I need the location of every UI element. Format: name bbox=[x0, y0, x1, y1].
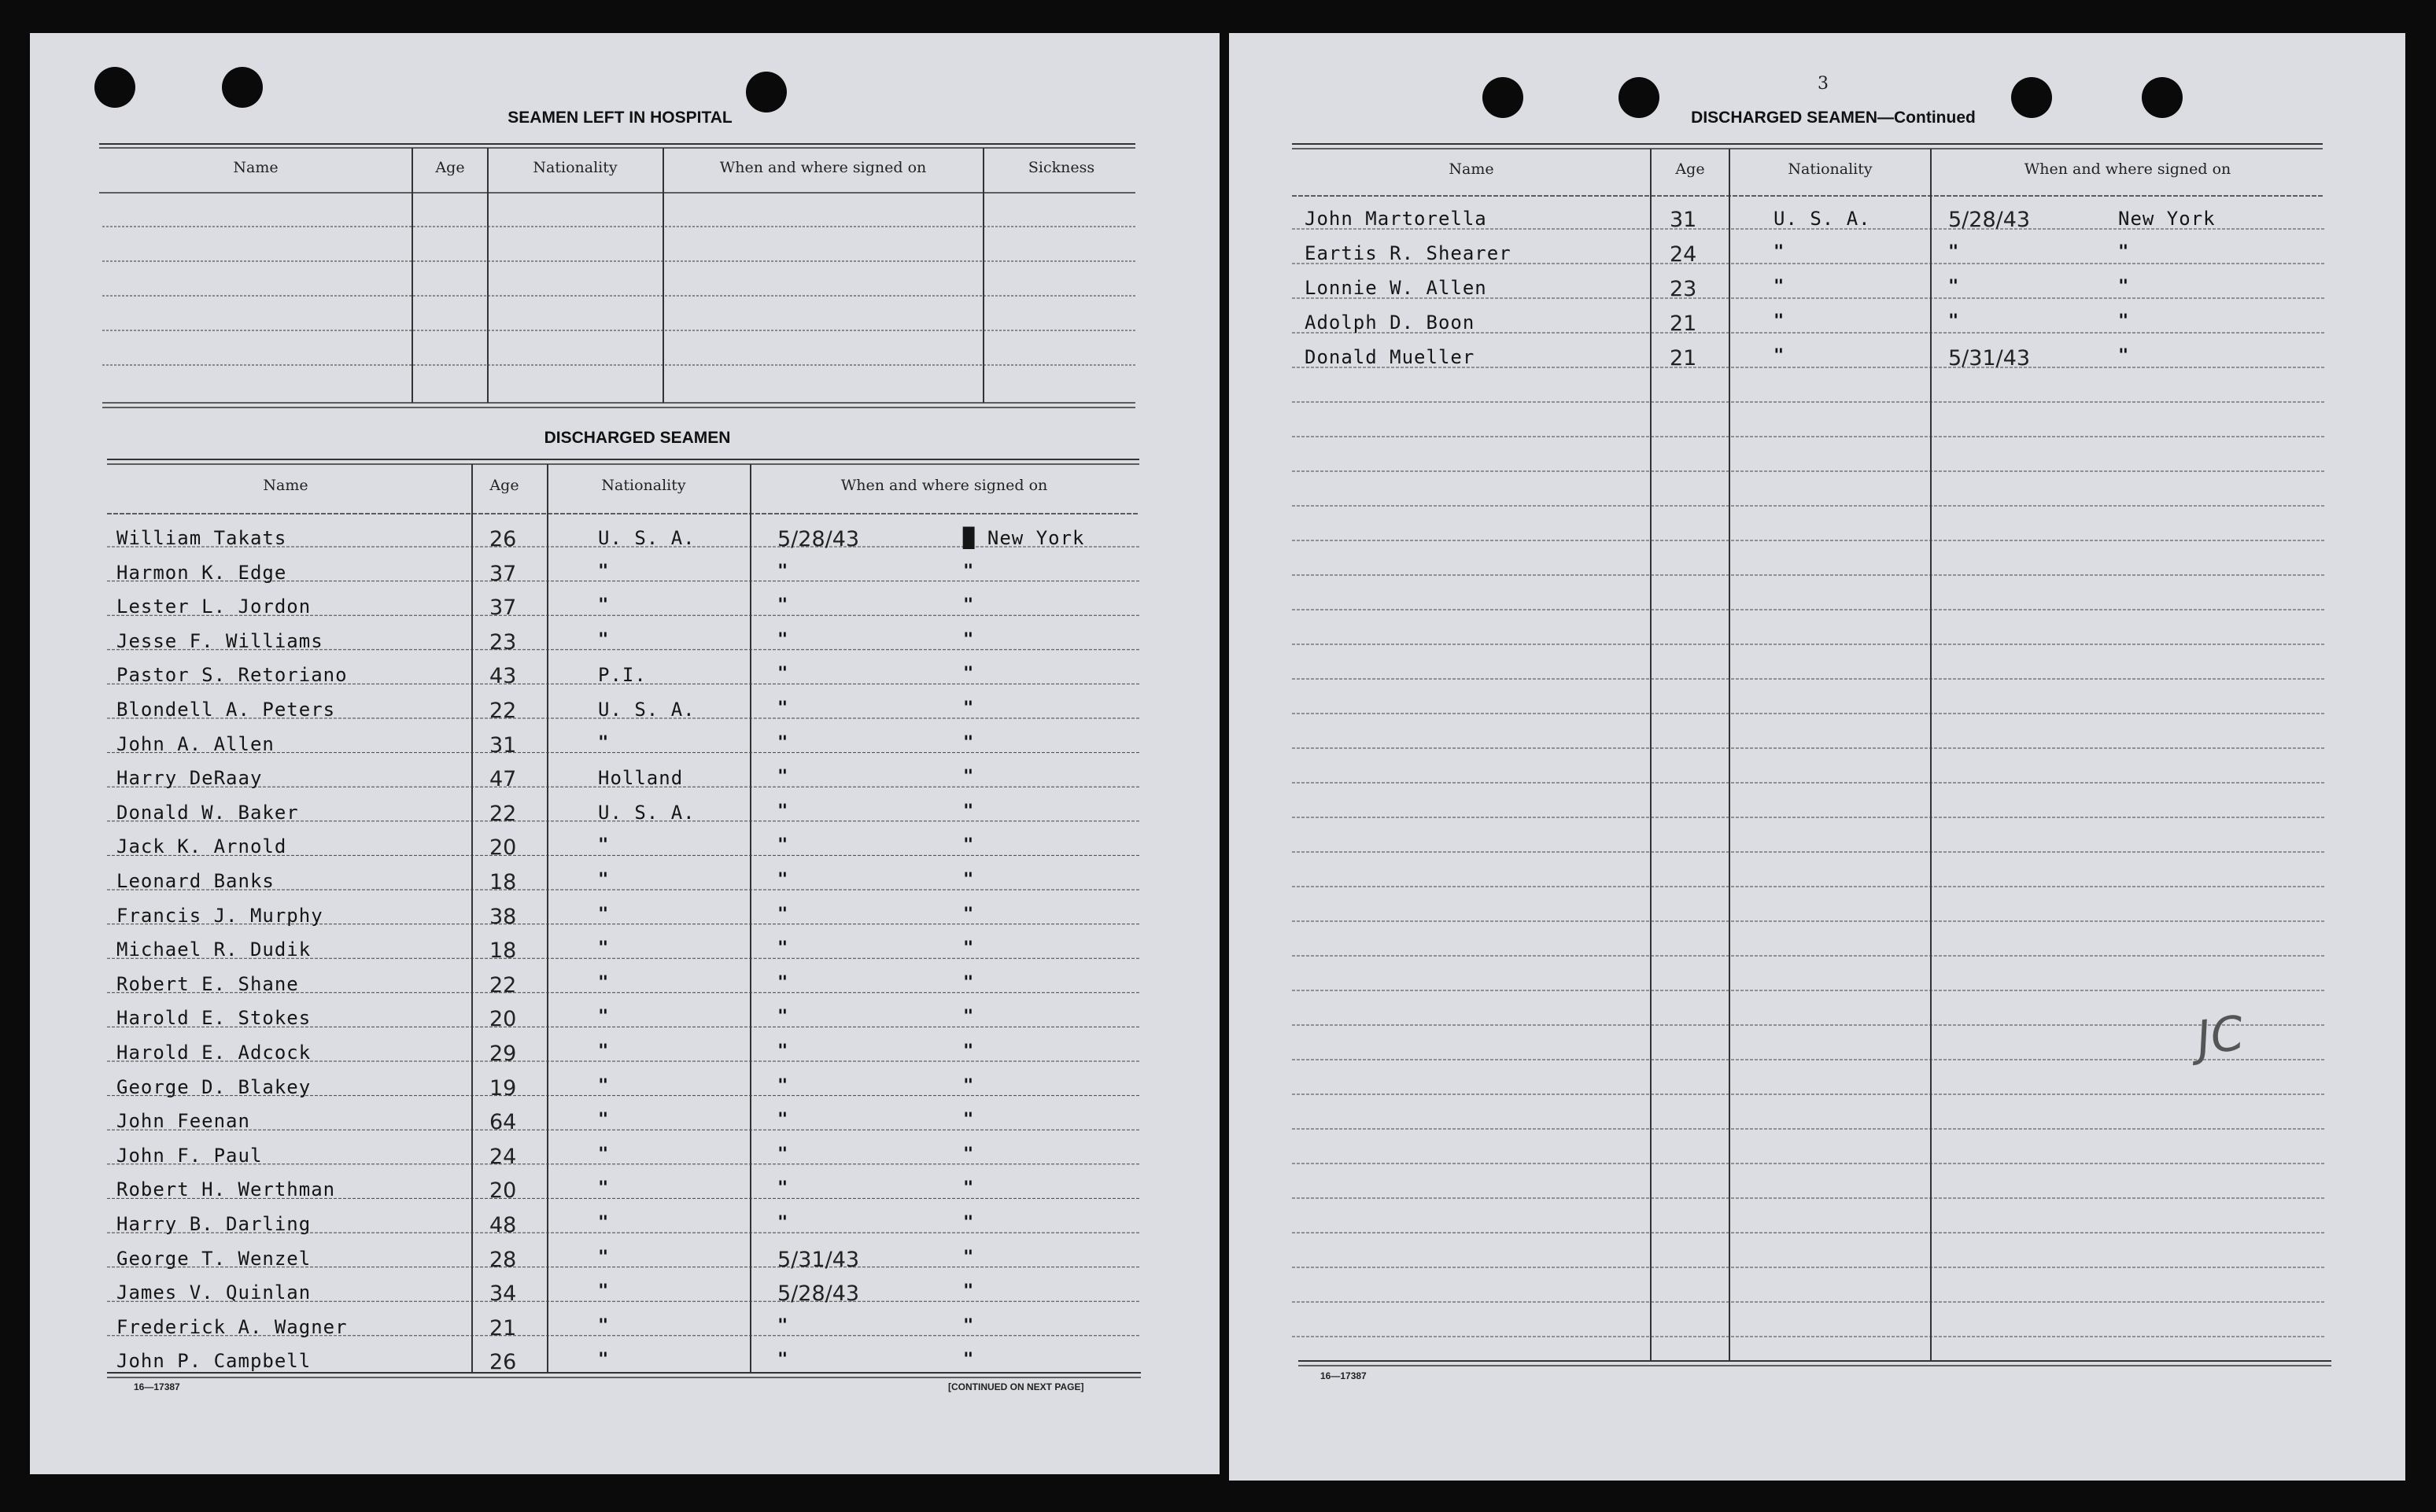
signed-on-date: " bbox=[777, 664, 788, 684]
signed-on-place: " bbox=[963, 1247, 974, 1267]
signed-on-date: " bbox=[777, 767, 788, 787]
signed-on-date: " bbox=[777, 1144, 788, 1164]
seaman-age: 21 bbox=[1670, 346, 1697, 371]
seaman-name: Jack K. Arnold bbox=[116, 835, 287, 858]
seaman-name: John A. Allen bbox=[116, 732, 275, 755]
seaman-name: John Feenan bbox=[116, 1110, 250, 1133]
seaman-nationality: " bbox=[598, 1007, 609, 1027]
signed-on-date: " bbox=[777, 561, 788, 581]
seaman-nationality: " bbox=[598, 561, 609, 581]
seaman-age: 26 bbox=[489, 1350, 517, 1375]
seaman-nationality: U. S. A. bbox=[598, 527, 696, 549]
seaman-age: 23 bbox=[489, 629, 517, 655]
signed-on-place: " bbox=[963, 972, 974, 993]
seaman-nationality: " bbox=[598, 1042, 609, 1061]
seaman-age: 48 bbox=[489, 1213, 517, 1237]
signed-on-date: " bbox=[777, 596, 788, 616]
signed-on-date: " bbox=[777, 732, 788, 753]
signed-on-date: 5/28/43 bbox=[1948, 208, 2031, 232]
seaman-age: 20 bbox=[489, 1007, 517, 1032]
seaman-name: Robert H. Werthman bbox=[116, 1178, 336, 1201]
discharged-col-signed-on: When and where signed on bbox=[840, 477, 1048, 494]
seaman-nationality: " bbox=[598, 972, 609, 993]
signed-on-date: " bbox=[777, 1315, 788, 1336]
seaman-name: John P. Campbell bbox=[116, 1350, 312, 1373]
discharged-col-nationality: Nationality bbox=[601, 477, 686, 494]
seaman-name: Harmon K. Edge bbox=[116, 561, 287, 584]
hospital-col-name: Name bbox=[233, 159, 279, 176]
signed-on-date: " bbox=[777, 870, 788, 890]
signed-on-place: " bbox=[963, 904, 974, 924]
form-number: 16—17387 bbox=[134, 1381, 180, 1392]
discharged-col-age: Age bbox=[489, 477, 519, 494]
seaman-name: Jesse F. Williams bbox=[116, 629, 323, 652]
seaman-name: George D. Blakey bbox=[116, 1075, 312, 1098]
signed-on-place: " bbox=[963, 1075, 974, 1096]
continued-col-nationality: Nationality bbox=[1788, 160, 1873, 178]
seaman-name: William Takats bbox=[116, 527, 287, 549]
seaman-age: 20 bbox=[489, 835, 517, 861]
seaman-age: 47 bbox=[489, 767, 517, 792]
seaman-nationality: " bbox=[598, 732, 609, 753]
seaman-age: 21 bbox=[1670, 312, 1697, 336]
signed-on-date: " bbox=[777, 972, 788, 993]
hospital-col-signed-on: When and where signed on bbox=[719, 159, 927, 176]
signed-on-date: 5/31/43 bbox=[777, 1247, 860, 1272]
seaman-nationality: " bbox=[598, 870, 609, 890]
signed-on-date: " bbox=[1948, 277, 1959, 297]
signed-on-place: " bbox=[963, 1178, 974, 1199]
seaman-name: John Martorella bbox=[1305, 208, 1487, 230]
seaman-name: Frederick A. Wagner bbox=[116, 1315, 348, 1338]
signed-on-place: " bbox=[963, 1144, 974, 1164]
signed-on-place: " bbox=[963, 1282, 974, 1302]
seaman-name: Robert E. Shane bbox=[116, 972, 299, 995]
seaman-age: 34 bbox=[489, 1282, 517, 1307]
signed-on-date: " bbox=[777, 1213, 788, 1233]
seaman-nationality: " bbox=[598, 1315, 609, 1336]
form-number: 16—17387 bbox=[1320, 1370, 1367, 1381]
left-page bbox=[30, 33, 1220, 1474]
seaman-age: 64 bbox=[489, 1110, 517, 1135]
seaman-name: Blondell A. Peters bbox=[116, 699, 336, 721]
seaman-name: Michael R. Dudik bbox=[116, 939, 312, 961]
seaman-name: Lester L. Jordon bbox=[116, 596, 312, 618]
seaman-name: Donald Mueller bbox=[1305, 346, 1475, 368]
signed-on-date: " bbox=[777, 904, 788, 924]
seaman-age: 20 bbox=[489, 1178, 517, 1204]
seaman-age: 18 bbox=[489, 939, 517, 964]
signed-on-place: " bbox=[963, 596, 974, 616]
seaman-age: 21 bbox=[489, 1315, 517, 1341]
seaman-nationality: P.I. bbox=[598, 664, 647, 687]
signed-on-place: " bbox=[963, 801, 974, 821]
seaman-nationality: " bbox=[598, 1075, 609, 1096]
seaman-nationality: " bbox=[1773, 346, 1785, 366]
hospital-col-nationality: Nationality bbox=[533, 159, 618, 176]
signed-on-date: " bbox=[1948, 312, 1959, 331]
seaman-nationality: U. S. A. bbox=[1773, 208, 1871, 230]
signed-on-place: " bbox=[963, 1042, 974, 1061]
signed-on-date: " bbox=[777, 1350, 788, 1370]
seaman-age: 31 bbox=[1670, 208, 1697, 232]
seaman-age: 38 bbox=[489, 904, 517, 929]
seaman-age: 37 bbox=[489, 561, 517, 586]
seaman-name: Adolph D. Boon bbox=[1305, 312, 1475, 334]
seaman-age: 24 bbox=[1670, 242, 1697, 267]
signed-on-place: " bbox=[963, 699, 974, 718]
seaman-age: 22 bbox=[489, 801, 517, 826]
seaman-name: Eartis R. Shearer bbox=[1305, 242, 1511, 264]
signed-on-date: " bbox=[777, 1075, 788, 1096]
seaman-nationality: " bbox=[598, 904, 609, 924]
seaman-name: Harold E. Stokes bbox=[116, 1007, 312, 1030]
continued-col-signed-on: When and where signed on bbox=[2024, 160, 2231, 178]
signed-on-place: " bbox=[963, 561, 974, 581]
signed-on-date: " bbox=[777, 699, 788, 718]
seaman-nationality: " bbox=[598, 1282, 609, 1302]
signed-on-date: 5/28/43 bbox=[777, 527, 860, 551]
seaman-name: James V. Quinlan bbox=[116, 1282, 312, 1304]
hospital-section-title: SEAMEN LEFT IN HOSPITAL bbox=[507, 109, 733, 127]
seaman-nationality: U. S. A. bbox=[598, 699, 696, 721]
seaman-name: Francis J. Murphy bbox=[116, 904, 323, 927]
seaman-name: Donald W. Baker bbox=[116, 801, 299, 824]
seaman-name: Leonard Banks bbox=[116, 870, 275, 892]
seaman-age: 24 bbox=[489, 1144, 517, 1169]
signed-on-date: " bbox=[777, 629, 788, 650]
seaman-age: 31 bbox=[489, 732, 517, 758]
signed-on-place: " bbox=[963, 1315, 974, 1336]
hospital-col-sickness: Sickness bbox=[1028, 159, 1095, 176]
signed-on-date: " bbox=[1948, 242, 1959, 262]
signed-on-place: " bbox=[963, 1007, 974, 1027]
discharged-col-name: Name bbox=[263, 477, 308, 494]
hospital-col-age: Age bbox=[435, 159, 465, 176]
seaman-nationality: " bbox=[598, 596, 609, 616]
seaman-name: Harry DeRaay bbox=[116, 767, 263, 790]
seaman-age: 19 bbox=[489, 1075, 517, 1101]
seaman-nationality: " bbox=[598, 1110, 609, 1130]
seaman-age: 28 bbox=[489, 1247, 517, 1272]
signed-on-date: " bbox=[777, 939, 788, 959]
seaman-nationality: U. S. A. bbox=[598, 801, 696, 824]
seaman-age: 37 bbox=[489, 596, 517, 621]
signed-on-place: " bbox=[963, 732, 974, 753]
right-page bbox=[1229, 33, 2405, 1481]
seaman-nationality: " bbox=[1773, 312, 1785, 331]
signed-on-place: █ New York bbox=[963, 527, 1085, 549]
seaman-nationality: " bbox=[598, 1247, 609, 1267]
page-number: 3 bbox=[1818, 74, 1829, 94]
seaman-nationality: " bbox=[598, 1178, 609, 1199]
signed-on-date: " bbox=[777, 1042, 788, 1061]
signed-on-date: " bbox=[777, 835, 788, 856]
signed-on-place: " bbox=[2118, 346, 2129, 366]
seaman-name: Pastor S. Retoriano bbox=[116, 664, 348, 687]
handwritten-initials: JC bbox=[2193, 1005, 2248, 1067]
seaman-nationality: " bbox=[1773, 242, 1785, 262]
seaman-name: Lonnie W. Allen bbox=[1305, 277, 1487, 299]
signed-on-place: " bbox=[963, 767, 974, 787]
discharged-section-title: DISCHARGED SEAMEN bbox=[544, 429, 731, 447]
seaman-nationality: " bbox=[598, 1213, 609, 1233]
continued-section-title: DISCHARGED SEAMEN—Continued bbox=[1691, 109, 1976, 127]
signed-on-place: New York bbox=[2118, 208, 2216, 230]
seaman-nationality: " bbox=[598, 629, 609, 650]
signed-on-place: " bbox=[963, 835, 974, 856]
signed-on-date: 5/31/43 bbox=[1948, 346, 2031, 371]
seaman-nationality: " bbox=[598, 835, 609, 856]
signed-on-place: " bbox=[963, 870, 974, 890]
seaman-age: 22 bbox=[489, 699, 517, 723]
seaman-age: 22 bbox=[489, 972, 517, 998]
continued-col-name: Name bbox=[1449, 160, 1494, 178]
seaman-age: 29 bbox=[489, 1042, 517, 1066]
seaman-nationality: " bbox=[1773, 277, 1785, 297]
signed-on-place: " bbox=[963, 629, 974, 650]
signed-on-date: " bbox=[777, 1178, 788, 1199]
signed-on-place: " bbox=[2118, 312, 2129, 331]
continued-col-age: Age bbox=[1675, 160, 1705, 178]
seaman-name: George T. Wenzel bbox=[116, 1247, 312, 1270]
signed-on-date: " bbox=[777, 801, 788, 821]
seaman-nationality: " bbox=[598, 939, 609, 959]
seaman-name: Harold E. Adcock bbox=[116, 1042, 312, 1064]
signed-on-place: " bbox=[963, 939, 974, 959]
signed-on-date: " bbox=[777, 1007, 788, 1027]
seaman-age: 18 bbox=[489, 870, 517, 894]
continued-note: [CONTINUED ON NEXT PAGE] bbox=[948, 1381, 1084, 1392]
signed-on-date: " bbox=[777, 1110, 788, 1130]
signed-on-date: 5/28/43 bbox=[777, 1282, 860, 1307]
seaman-nationality: " bbox=[598, 1144, 609, 1164]
seaman-age: 43 bbox=[489, 664, 517, 689]
signed-on-place: " bbox=[963, 1213, 974, 1233]
signed-on-place: " bbox=[2118, 277, 2129, 297]
signed-on-place: " bbox=[963, 1110, 974, 1130]
seaman-name: Harry B. Darling bbox=[116, 1213, 312, 1235]
seaman-nationality: " bbox=[598, 1350, 609, 1370]
seaman-nationality: Holland bbox=[598, 767, 684, 790]
signed-on-place: " bbox=[2118, 242, 2129, 262]
seaman-age: 23 bbox=[1670, 277, 1697, 301]
signed-on-place: " bbox=[963, 664, 974, 684]
seaman-age: 26 bbox=[489, 527, 517, 551]
signed-on-place: " bbox=[963, 1350, 974, 1370]
seaman-name: John F. Paul bbox=[116, 1144, 263, 1167]
